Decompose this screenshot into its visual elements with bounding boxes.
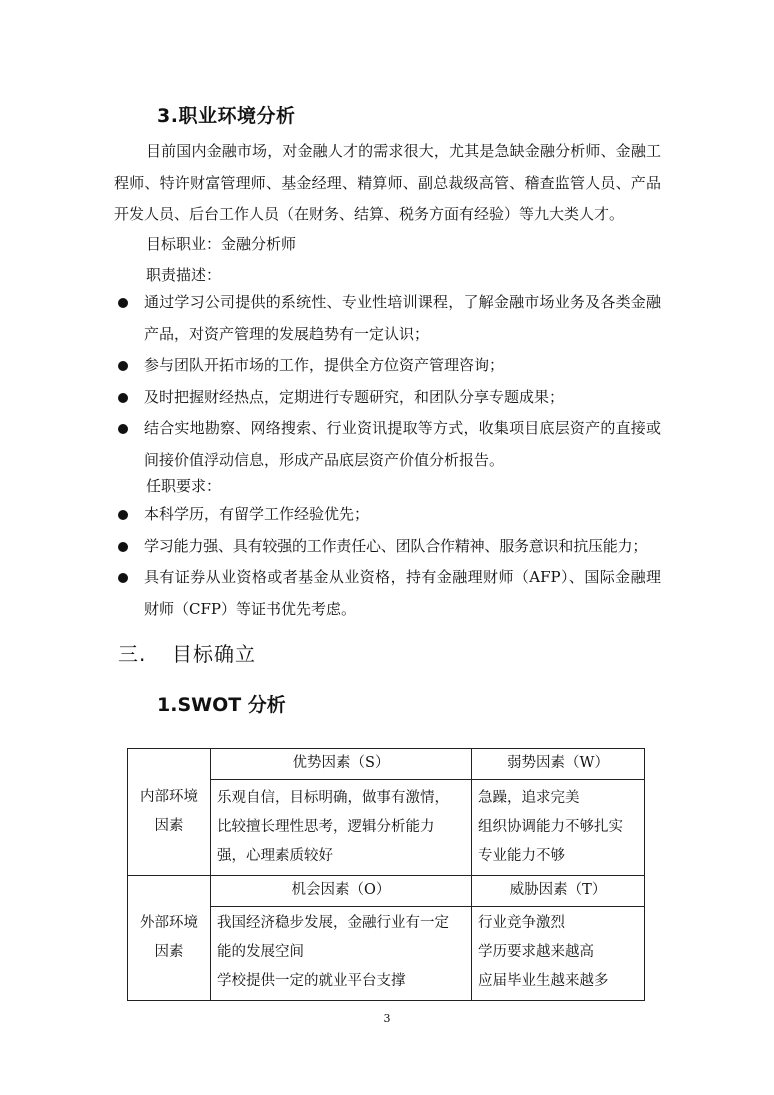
swot-table (127, 748, 645, 1001)
bullet-icon (118, 573, 128, 583)
opportunities-header: 机会因素（O） (211, 876, 472, 907)
external-label-cell (128, 876, 211, 1001)
swot-title: 1.SWOT 分析 (157, 694, 286, 716)
internal-label: 内部环境因素 (140, 789, 198, 834)
intro-paragraph: 目前国内金融市场，对金融人才的需求很大，尤其是急缺金融分析师、金融工程师、特许财富管理师、基金经理、精算师、副总裁级高管、稽查监管人员、产品开发人员、后台工作人员（在财务、结算、税务方面有经验）等九大类人才。 (114, 142, 661, 223)
duties-list (114, 287, 661, 476)
strength-line: 比较擅长理性思考，逻辑分析能力 (217, 819, 435, 835)
requirement-text: 具有证券从业资格或者基金从业资格，持有金融理财师（AFP）、国际金融理财师（CFP）等证书优先考虑。 (144, 568, 661, 618)
threat-line: 学历要求越来越高 (478, 944, 594, 960)
strength-line: 乐观自信，目标明确，做事有激情， (217, 790, 449, 806)
threats-header: 威胁因素（T） (472, 876, 645, 907)
opportunities-cell (211, 907, 472, 1001)
threats-cell (472, 907, 645, 1001)
strengths-cell (211, 780, 472, 876)
duty-text: 及时把握财经热点，定期进行专题研究，和团队分享专题成果； (144, 387, 565, 406)
bullet-icon (118, 510, 128, 520)
bullet-icon (118, 361, 128, 371)
list-item (114, 499, 661, 531)
external-label: 外部环境因素 (140, 915, 198, 960)
bullet-icon (118, 542, 128, 552)
weakness-line: 专业能力不够 (478, 848, 565, 864)
opportunity-line: 学校提供一定的就业平台支撑 (217, 973, 406, 989)
weakness-line: 组织协调能力不够扎实 (478, 819, 623, 835)
bullet-icon (118, 298, 128, 308)
strength-line: 强，心理素质较好 (217, 848, 333, 864)
section-heading-title: 目标确立 (172, 642, 256, 666)
threat-line: 行业竞争激烈 (478, 915, 565, 931)
list-item (114, 382, 661, 414)
bullet-icon (118, 424, 128, 434)
list-item (114, 287, 661, 350)
page-number: 3 (383, 1012, 391, 1025)
bullet-icon (118, 393, 128, 403)
list-item (114, 350, 661, 382)
duty-text: 通过学习公司提供的系统性、专业性培训课程，了解金融市场业务及各类金融产品，对资产管理的发展趋势有一定认识； (144, 293, 661, 343)
target-job-line: 目标职业：金融分析师 (146, 235, 297, 253)
requirements-list (114, 499, 661, 625)
requirements-label: 任职要求： (146, 477, 222, 495)
weaknesses-header: 弱势因素（W） (472, 749, 645, 780)
requirement-text: 学习能力强、具有较强的工作责任心、团队合作精神、服务意识和抗压能力； (144, 536, 648, 555)
section-number: 三. (118, 642, 147, 666)
list-item (114, 531, 661, 563)
list-item (114, 562, 661, 625)
requirement-text: 本科学历，有留学工作经验优先； (144, 505, 370, 523)
duty-text: 结合实地勘察、网络搜索、行业资讯提取等方式，收集项目底层资产的直接或间接价值浮动信息，形成产品底层资产价值分析报告。 (144, 419, 661, 469)
weakness-line: 急躁，追求完美 (478, 790, 580, 806)
duty-text: 参与团队开拓市场的工作，提供全方位资产管理咨询； (144, 356, 505, 374)
section-title-career-environment: 3.职业环境分析 (157, 105, 296, 127)
threat-line: 应届毕业生越来越多 (478, 973, 609, 989)
opportunity-line: 能的发展空间 (217, 944, 304, 960)
internal-label-cell (128, 749, 211, 876)
strengths-header: 优势因素（S） (211, 749, 472, 780)
opportunity-line: 我国经济稳步发展，金融行业有一定 (217, 915, 449, 931)
section-heading (118, 638, 256, 667)
list-item (114, 413, 661, 476)
duties-label: 职责描述： (146, 266, 222, 284)
weaknesses-cell (472, 780, 645, 876)
